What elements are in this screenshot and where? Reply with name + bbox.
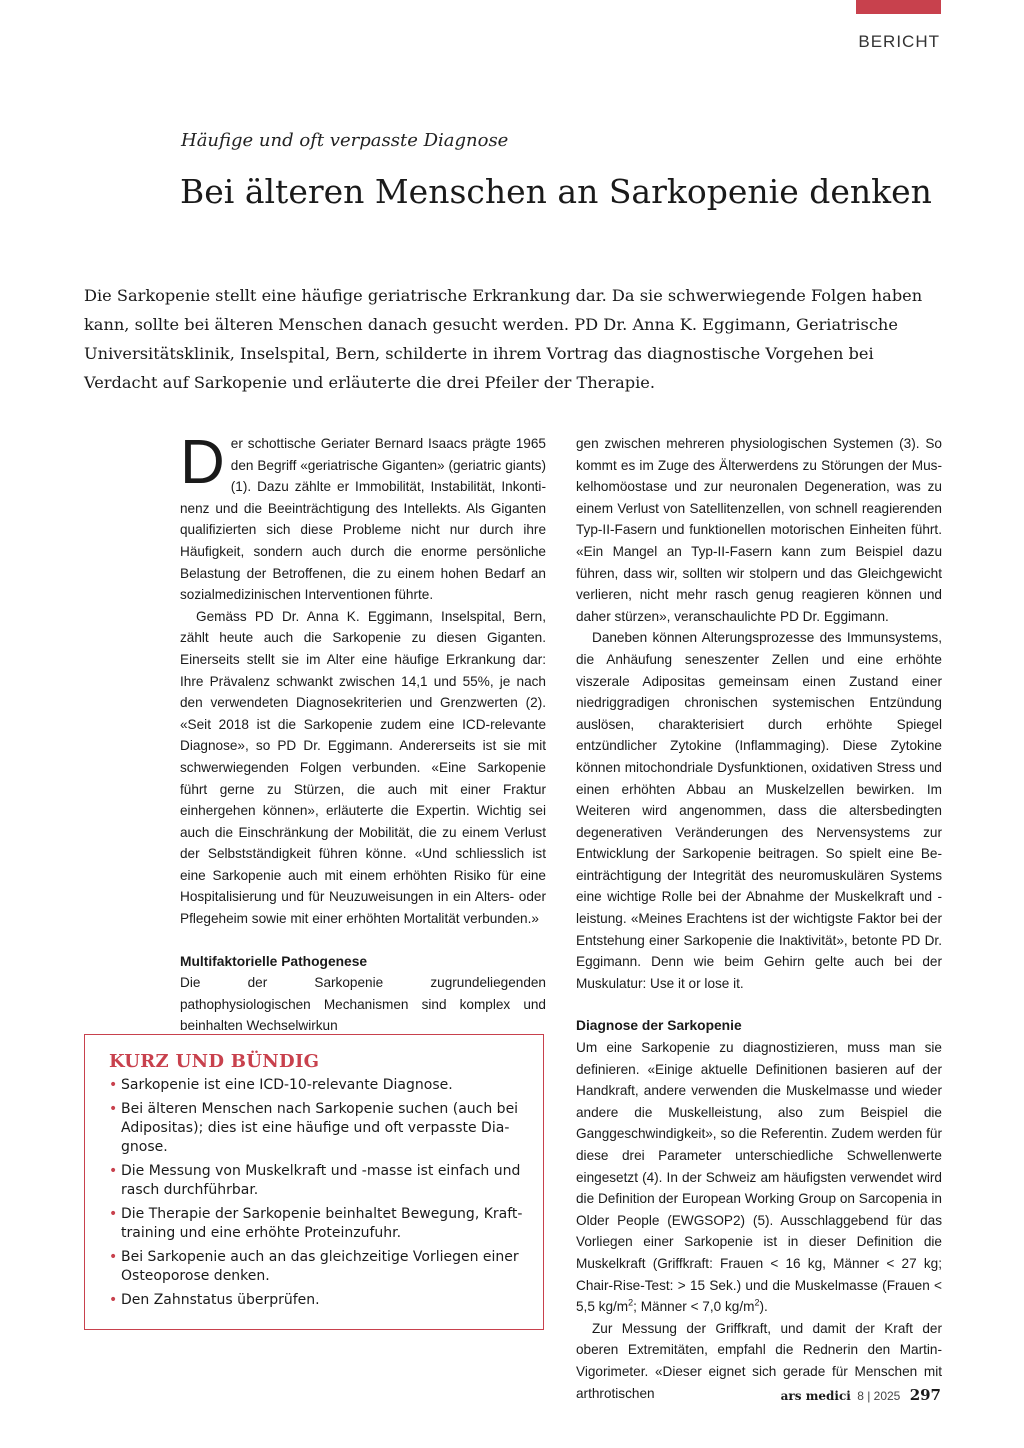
page-number: 297	[909, 1386, 941, 1404]
summary-item	[109, 1248, 523, 1286]
body-paragraph-text: er schottische Geriater Bernard Isaacs prägte 1965 den Begriff «geriatrische Giganten» (geriatric giants) (1). Dazu zählte er Immobilität, Instabilität, Inkontinenz und die Beeinträchtigung des Intellekts. Als Giganten qualifizierten sich diese Probleme nicht nur durch ihre Häufigkeit, sondern auch durch die enorme persönliche Belastung der Betroffenen, die zu einem hohen Bedarf an sozialmedizinischen Interventionen führte.	[180, 436, 546, 603]
header-accent-bar	[856, 0, 941, 14]
section-label: BERICHT	[858, 32, 940, 51]
body-paragraph: gen zwischen mehreren physiologischen Systemen (3). So kommt es im Zuge des Älterwerdens zu Störungen der Muskelhomöostase und zur neuronalen Degeneration, was zu einem Verlust von Satellitenzellen, von schnell reagierenden Typ-II-Fasern und funktionellen motorischen Einheiten führt. «Ein Mangel an Typ-II-Fasern kann zum Beispiel dazu führen, dass wir, sollten wir stolpern und das Gleichgewicht verlieren, nicht mehr rasch genug reagieren können und daher stürzen», veranschaulichte PD Dr. Eggimann.	[576, 436, 942, 624]
body-paragraph	[576, 1037, 942, 1318]
summary-item	[109, 1100, 523, 1157]
subheading-diagnose: Diagnose der Sarkopenie	[576, 1018, 742, 1034]
summary-list	[109, 1076, 523, 1310]
body-column-left	[180, 428, 546, 1037]
summary-item-text: Sarkopenie ist eine ICD-10-relevante Diagnose.	[121, 1077, 453, 1093]
issue-number: 8 | 2025	[857, 1389, 901, 1403]
summary-item-text: Die Messung von Muskelkraft und -masse ist einfach und rasch durchführbar.	[121, 1163, 521, 1198]
body-paragraph: Gemäss PD Dr. Anna K. Eggimann, Inselspital, Bern, zählt heute auch die Sarkopenie zu diesen Giganten. Einerseits stellt sie im Alter eine häufige Erkrankung dar: Ihre Prävalenz schwankt zwischen 14,1 und 55%, je nach den verwendeten Diagnosekriterien und Grenzwerten (2). «Seit 2018 ist die Sarkopenie zudem eine ICD-relevante Diagnose», so PD Dr. Eggimann. Andererseits ist sie mit schwerwiegenden Folgen verbunden. «Eine Sarkopenie führt gerne zu Stürzen, die auch mit einer Fraktur einhergehen können», erläuterte die Expertin. Wichtig sei auch die Einschränkung der Mobilität, die zu einem Verlust der Selbstständigkeit führen könne. «Und schliesslich ist eine Sarkopenie auch mit einem erhöhten Risiko für eine Hospitalisierung und für Neuzuweisungen in ein Alters- oder Pflegeheim sowie mit einer erhöhten Mortalität verbunden.»	[180, 608, 546, 927]
bullet-icon: •	[109, 1206, 118, 1222]
body-column-right	[576, 433, 942, 1404]
summary-item-text: Die Therapie der Sarkopenie beinhaltet Bewegung, Krafttraining und eine erhöhte Proteinzufuhr.	[121, 1206, 523, 1241]
summary-box	[84, 1034, 544, 1330]
summary-item	[109, 1291, 523, 1310]
summary-item-text: Den Zahnstatus überprüfen.	[121, 1292, 320, 1308]
page-footer	[781, 1386, 941, 1404]
subheading-pathogenese: Multifaktorielle Pathogenese	[180, 953, 368, 969]
bullet-icon: •	[109, 1292, 118, 1308]
article-lead: Die Sarkopenie stellt eine häufige geriatrische Erkrankung dar. Da sie schwerwiegende Folgen haben kann, sollte bei älteren Menschen danach gesucht werden. PD Dr. Anna K. Eggimann, Geriatrische Universitätsklinik, Inselspital, Bern, schilderte in ihrem Vortrag das diagnostische Vorgehen bei Verdacht auf Sarkopenie und erläuterte die drei Pfeiler der Therapie.	[84, 286, 923, 392]
summary-item	[109, 1162, 523, 1200]
summary-item	[109, 1076, 523, 1095]
bullet-icon: •	[109, 1077, 118, 1093]
body-text-segment: ).	[759, 1299, 768, 1315]
body-paragraph: Die der Sarkopenie zugrundeliegenden pathophysiologischen Mechanismen sind komplex und beinhalten Wechselwirkun	[180, 975, 546, 1034]
body-paragraph: Zur Messung der Griffkraft, und damit der Kraft der oberen Extremitäten, empfahl die Rednerin den Martin-Vigorimeter. «Dieser eignet sich gerade für Menschen mit arthrotischen	[576, 1320, 942, 1401]
superscript: 2	[754, 1297, 760, 1308]
bullet-icon: •	[109, 1163, 118, 1179]
summary-item-text: Bei Sarkopenie auch an das gleichzeitige Vorliegen einer Osteoporose denken.	[121, 1249, 519, 1284]
article-title: Bei älteren Menschen an Sarkopenie denken	[180, 172, 932, 211]
summary-item-text: Bei älteren Menschen nach Sarkopenie suchen (auch bei Adipositas); dies ist eine häufige und oft verpasste Diagnose.	[121, 1101, 519, 1155]
journal-name: ars medici	[780, 1389, 851, 1403]
body-text-segment: Um eine Sarkopenie zu diagnostizieren, muss man sie definieren. «Einige aktuelle Definitionen basieren auf der Handkraft, andere verwenden die Muskelmasse und wieder andere die Muskelleistung, also zum Beispiel die Ganggeschwindigkeit», so die Referentin. Zudem werden für diese drei Parameter unterschiedliche Schwellenwerte eingesetzt (4). In der Schweiz am häufigsten verwendet wird die Definition der European Working Group on Sarcopenia in Older People (EWGSOP2) (5). Ausschlaggebend für das Vorliegen einer Sarkopenie ist in dieser Definition die Muskelkraft (Griffkraft: Frauen < 16 kg, Männer < 27 kg; Chair-Rise-Test: > 15 Sek.) und die Muskelmasse (Frauen < 5,5 kg/m	[576, 1040, 942, 1315]
body-paragraph	[180, 428, 546, 606]
summary-item	[109, 1205, 523, 1243]
article-kicker: Häufige und oft verpasste Diagnose	[181, 130, 509, 151]
bullet-icon: •	[109, 1101, 118, 1117]
bullet-icon: •	[109, 1249, 118, 1265]
drop-cap: D	[180, 428, 225, 497]
body-paragraph: Daneben können Alterungsprozesse des Immunsystems, die Anhäufung seneszenter Zellen und eine erhöhte viszerale Adipositas gemeinsam einen Zustand einer niedriggradigen chronischen systemischen Entzündung auslösen, charakterisiert durch erhöhte Spiegel entzündlicher Zytokine (Inflammaging). Diese Zytokine können mitochondriale Dysfunktionen, oxidativen Stress und einen erhöhten Abbau an Muskelzellen bewirken. Im Weiteren wird angenommen, dass die altersbedingten degenerativen Veränderungen des Nervensystems zur Entwicklung der Sarkopenie beitragen. So spielt eine Beeinträchtigung der Integrität des neuromuskulären Systems eine wichtige Rolle bei der Abnahme der Muskelkraft und -leistung. «Meines Erachtens ist der wichtigste Faktor bei der Entstehung einer Sarkopenie die Inaktivität», betonte PD Dr. Eggimann. Denn wie beim Gehirn gelte auch bei der Muskulatur: Use it or lose it.	[576, 630, 942, 991]
body-text-segment: ; Männer < 7,0 kg/m	[633, 1299, 755, 1315]
superscript: 2	[628, 1297, 634, 1308]
summary-box-title: KURZ UND BÜNDIG	[109, 1051, 320, 1072]
